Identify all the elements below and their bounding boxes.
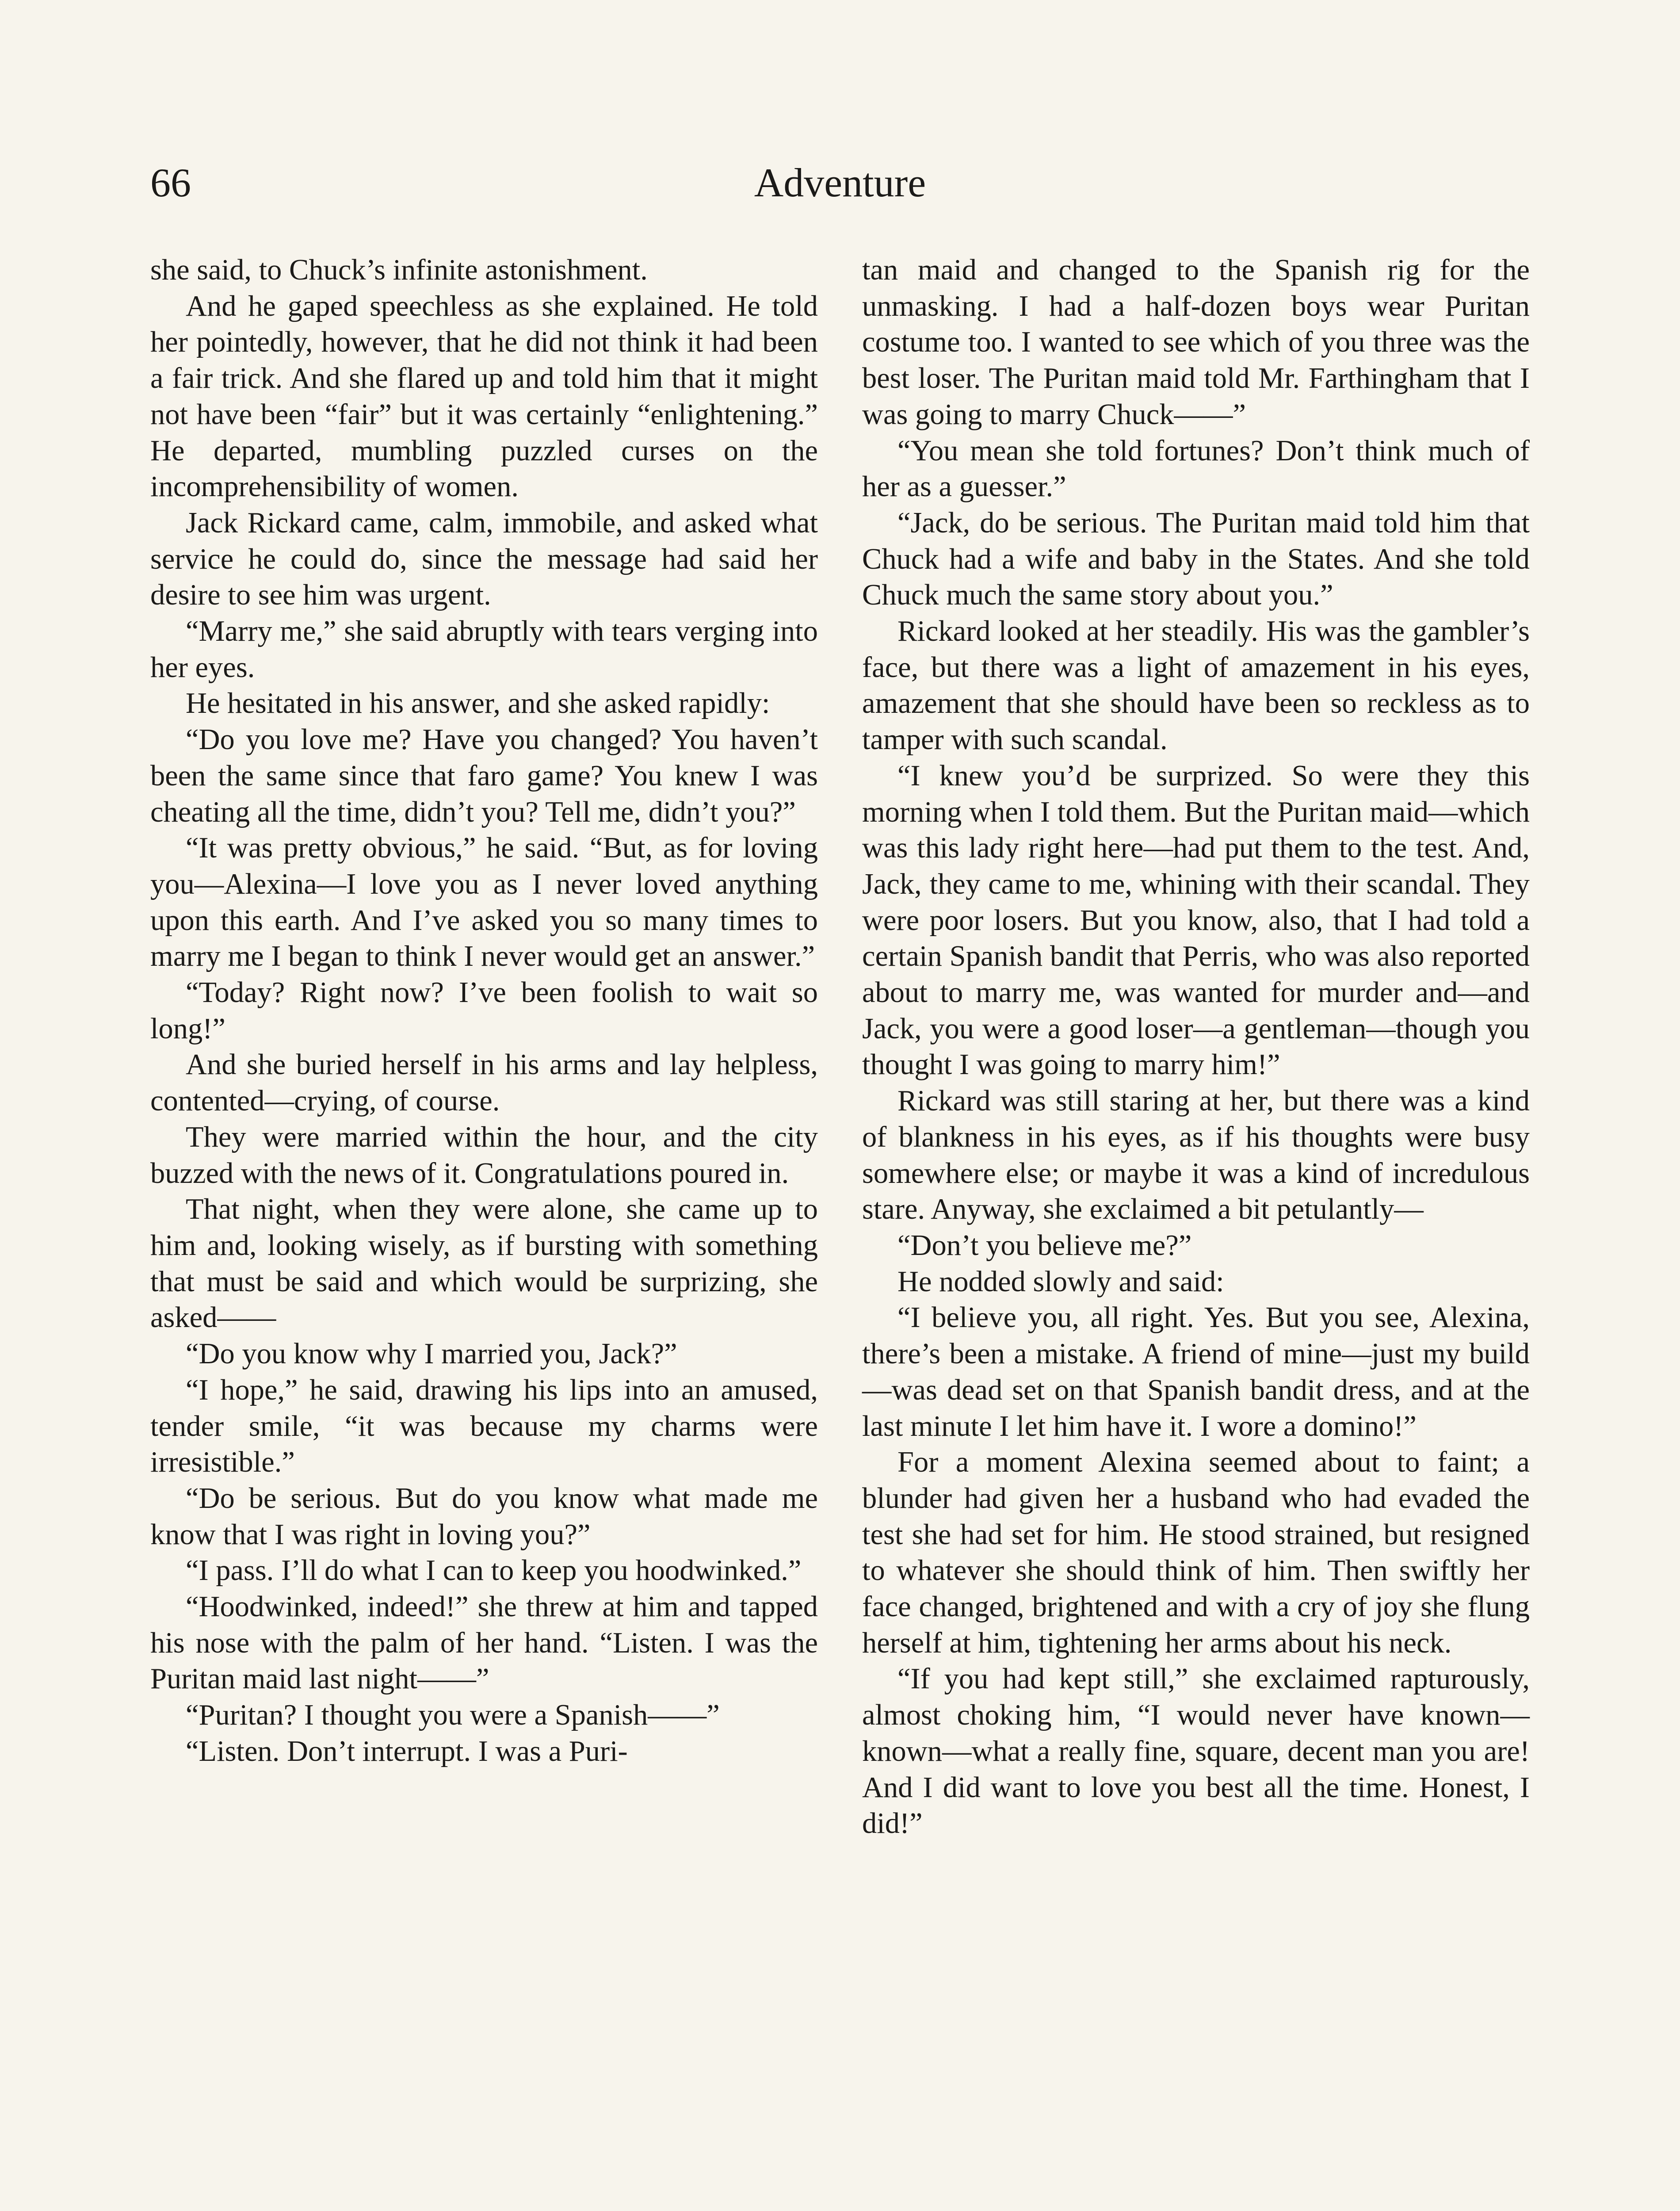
paragraph: “Jack, do be serious. The Puritan maid told him that Chuck had a wife and baby in the States. And she told Chuck much the same story about you.” <box>862 506 1530 612</box>
paragraph: “Marry me,” she said abruptly with tears verging into her eyes. <box>150 615 818 684</box>
paragraph: “You mean she told fortunes? Don’t think much of her as a guesser.” <box>862 434 1530 503</box>
paragraph: “If you had kept still,” she exclaimed rapturously, almost choking him, “I would never have known—known—what a really fine, square, decent man you are! And I did want to love you best all the time. Honest, I did!” <box>862 1663 1530 1840</box>
paragraph: “Hoodwinked, indeed!” she threw at him and tapped his nose with the palm of her hand. “Listen. I was the Puritan maid last night——” <box>150 1591 818 1695</box>
paragraph: “It was pretty obvious,” he said. “But, as for loving you—Alexina—I love you as I never loved anything upon this earth. And I’ve asked you so many times to marry me I began to think I never would get an answer.” <box>150 832 818 973</box>
paragraph: “Puritan? I thought you were a Spanish——” <box>186 1699 720 1732</box>
left-column <box>150 252 818 1770</box>
page-number: 66 <box>150 160 191 205</box>
paragraph: For a moment Alexina seemed about to faint; a blunder had given her a husband who had evaded the test she had set for him. He stood strained, but resigned to whatever she should think of him. Then swiftly her face changed, brightened and with a cry of joy she flung herself at him, tightening her arms about his neck. <box>862 1446 1530 1659</box>
paragraph: Rickard looked at her steadily. His was the gambler’s face, but there was a light of amazement in his eyes, amazement that she should have been so reckless as to tamper with such scandal. <box>862 615 1530 756</box>
paragraph: she said, to Chuck’s infinite astonishment. <box>150 254 648 286</box>
paragraph: And she buried herself in his arms and lay helpless, contented—crying, of course. <box>150 1048 818 1117</box>
paragraph: “Don’t you believe me?” <box>897 1229 1192 1262</box>
paragraph: He hesitated in his answer, and she asked rapidly: <box>186 687 770 720</box>
paragraph: “Listen. Don’t interrupt. I was a Puri- <box>186 1735 628 1767</box>
paragraph: They were married within the hour, and the city buzzed with the news of it. Congratulations poured in. <box>150 1121 818 1190</box>
paragraph: That night, when they were alone, she came up to him and, looking wisely, as if bursting with something that must be said and which would be surprizing, she asked—— <box>150 1193 818 1334</box>
paragraph: “I pass. I’ll do what I can to keep you hoodwinked.” <box>186 1554 802 1587</box>
right-column <box>862 252 1530 1842</box>
paragraph: tan maid and changed to the Spanish rig for the unmasking. I had a half-dozen boys wear Puritan costume too. I wanted to see which of you three was the best loser. The Puritan maid told Mr. Farthingham that I was going to marry Chuck——” <box>862 254 1530 431</box>
paragraph: “Do be serious. But do you know what made me know that I was right in loving you?” <box>150 1482 818 1551</box>
paragraph: “Do you know why I married you, Jack?” <box>186 1338 677 1370</box>
paragraph: Rickard was still staring at her, but there was a kind of blankness in his eyes, as if his thoughts were busy somewhere else; or maybe it was a kind of incredulous stare. Anyway, she exclaimed a bit petulantly— <box>862 1085 1530 1226</box>
running-title: Adventure <box>754 160 926 205</box>
paragraph: “I knew you’d be surprized. So were they this morning when I told them. But the Puritan maid—which was this lady right here—had put them to the test. And, Jack, they came to me, whining with their scandal. They were poor losers. But you know, also, that I had told a certain Spanish bandit that Perris, who was also reported about to marry me, was wanted for murder and—and Jack, you were a good loser—a gentleman—though you thought I was going to marry him!” <box>862 759 1530 1081</box>
paragraph: And he gaped speechless as she explained. He told her pointedly, however, that he did not think it had been a fair trick. And she flared up and told him that it might not have been “fair” but it was certainly “enlightening.” He departed, mumbling puzzled curses on the incomprehensibility of women. <box>150 290 818 503</box>
paragraph: Jack Rickard came, calm, immobile, and asked what service he could do, since the message had said her desire to see him was urgent. <box>150 506 818 612</box>
paragraph: “Do you love me? Have you changed? You haven’t been the same since that faro game? You knew I was cheating all the time, didn’t you? Tell me, didn’t you?” <box>150 723 818 828</box>
paragraph: “I believe you, all right. Yes. But you see, Alexina, there’s been a mistake. A friend of mine—just my build—was dead set on that Spanish bandit dress, and at the last minute I let him have it. I wore a domino!” <box>862 1301 1530 1442</box>
page-header <box>150 158 1530 207</box>
paragraph: He nodded slowly and said: <box>897 1265 1224 1298</box>
paragraph: “I hope,” he said, drawing his lips into an amused, tender smile, “it was because my charms were irresistible.” <box>150 1373 818 1479</box>
paragraph: “Today? Right now? I’ve been foolish to wait so long!” <box>150 976 818 1045</box>
